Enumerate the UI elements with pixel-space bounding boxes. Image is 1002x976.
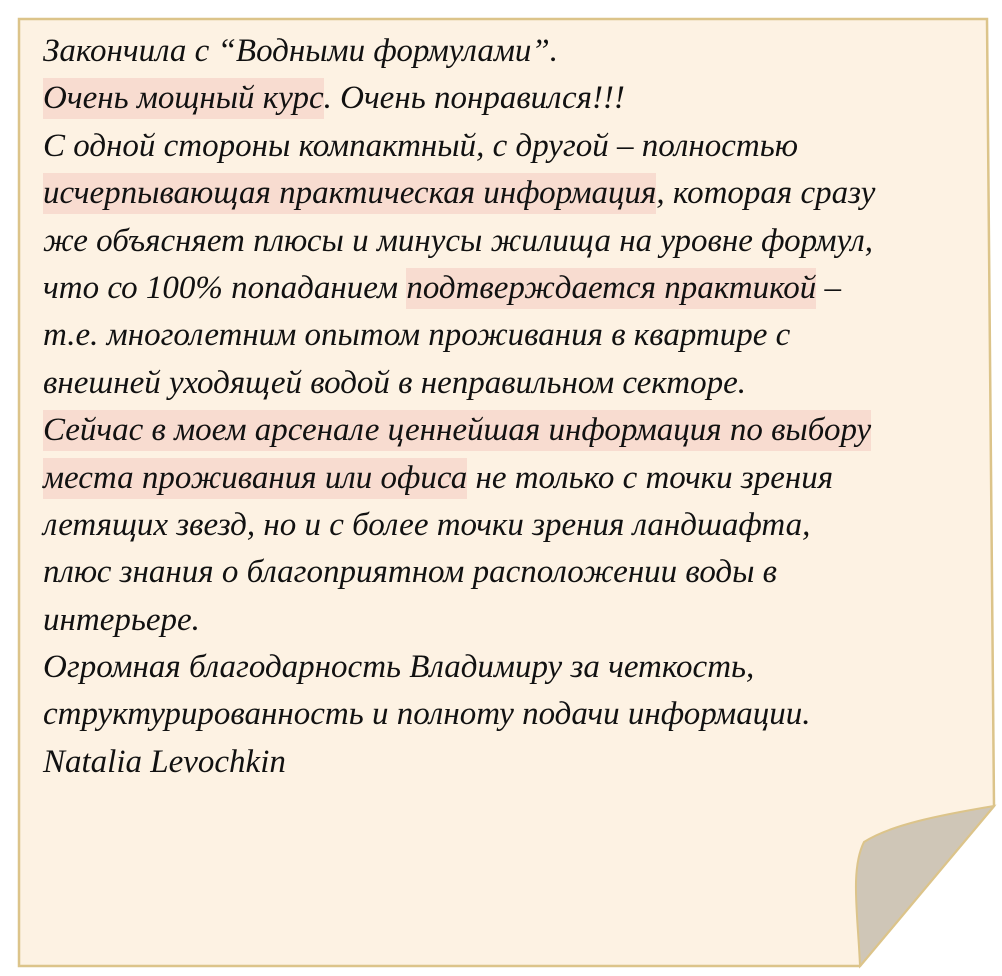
text-line [43, 597, 973, 644]
text-segment: т.е. многолетним опытом проживания в квартире с [43, 317, 791, 354]
text-segment: интерьере. [43, 601, 200, 638]
text-line [43, 455, 973, 502]
text-line [43, 170, 973, 217]
text-line [43, 265, 973, 312]
text-line [43, 502, 973, 549]
text-segment: не только с точки зрения [467, 459, 834, 496]
text-segment: внешней уходящей водой в неправильном секторе. [43, 364, 747, 401]
text-segment: же объясняет плюсы и минусы жилища на уровне формул, [43, 222, 873, 259]
testimonial-text [43, 28, 973, 786]
highlighted-text: Сейчас в моем арсенале ценнейшая информация по выбору [43, 410, 871, 451]
text-segment: Закончила с “Водными формулами”. [43, 33, 558, 69]
text-segment: , которая сразу [656, 175, 876, 212]
text-segment: С одной стороны компактный, с другой – полностью [43, 127, 799, 164]
text-line [43, 75, 973, 122]
highlighted-text: Очень мощный курс [43, 78, 324, 119]
text-segment: . Очень понравился!!! [323, 80, 625, 117]
text-segment: плюс знания о благоприятном расположении воды в [43, 554, 778, 591]
text-line [43, 739, 973, 786]
text-segment: летящих звезд, но и с более точки зрения ландшафта, [43, 506, 811, 543]
text-line [43, 644, 973, 691]
text-segment: Natalia Levochkin [43, 743, 286, 780]
text-segment: структурированность и полноту подачи информации. [43, 696, 811, 733]
text-line [43, 360, 973, 407]
text-line [43, 549, 973, 596]
text-line [43, 123, 973, 170]
text-segment: – [816, 269, 842, 306]
highlighted-text: подтверждается практикой [406, 268, 816, 309]
text-segment: что со 100% попаданием [43, 269, 407, 306]
text-line [43, 28, 973, 75]
text-line [43, 218, 973, 265]
text-line [43, 691, 973, 738]
text-segment: Огромная благодарность Владимиру за четкость, [43, 649, 755, 686]
highlighted-text: исчерпывающая практическая информация [43, 173, 656, 214]
text-line [43, 407, 973, 454]
highlighted-text: места проживания или офиса [43, 458, 467, 499]
text-line [43, 312, 973, 359]
